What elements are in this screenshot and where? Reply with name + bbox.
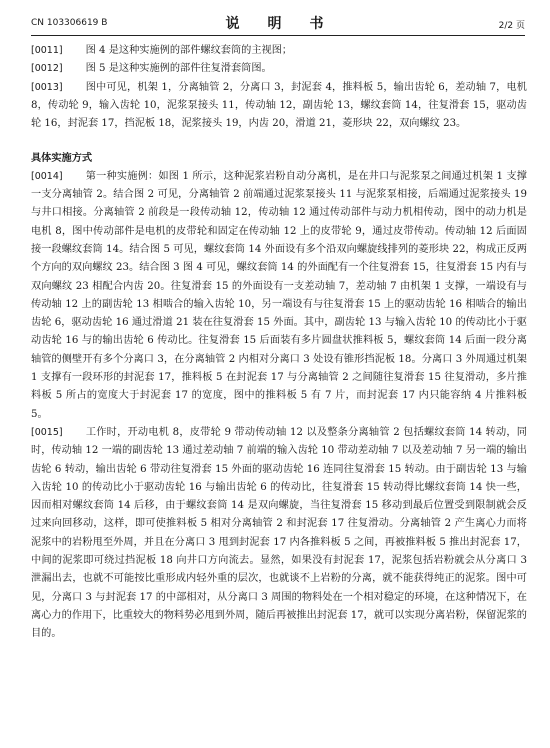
paragraph-number: [0013] [31,81,63,93]
paragraph-text: 第一种实施例：如图 1 所示，这种泥浆岩粉自动分离机，是在井口与泥浆泵之间通过机架 1 支撑一支分离轴管 2。结合图 2 可见，分离轴管 2 前端通过泥浆泵接头 11 与泥浆泵相接，后端通过泥浆接头 19 与井口相接。分离轴管 2 前段是一段传动轴 12，传动轴 12 通过传动部件与动力机相传动，图中的动力机是电机 8，图中传动部件是电机的皮带轮和固定在传动轴 12 上的皮带轮 9，通过皮带传动。传动轴 12 后面固接一段螺纹套筒 14。结合图 5 可见，螺纹套筒 14 外面设有多个沿双向螺旋线排列的菱形块 22，构成正反两个方向的双向螺纹 23。结合图 3 图 4 可见，螺纹套筒 14 的外面配有一个往复滑套 15，往复滑套 15 内有与双向螺纹 23 相配合内齿 20。往复滑套 15 的外面设有一支差动轴 7，差动轴 7 由机架 1 支撑，一端设有与传动轴 12 上的副齿轮 13 相啮合的输入齿轮 10，另一端设有与往复滑套 15 上的驱动齿轮 16 相啮合的输出齿轮 6，驱动齿轮 16 通过滑道 21 装在往复滑套 15 外面。其中，副齿轮 13 与输入齿轮 10 的传动比小于驱动齿轮 16 与的输出齿轮 6 传动比。往复滑套 15 后面装有多片圆盘状推料板 5，螺纹套筒 14 后面一段分离轴管的侧壁开有多个分离口 3，在分离轴管 2 内相对分离口 3 处设有锥形挡泥板 18。分离口 3 外周通过机架 1 支撑有一段环形的封泥套 17，推料板 5 在封泥套 17 与分离轴管 2 之间随往复滑套 15 往复滑动，多片推料板 5 所占的宽度大于封泥套 17 的宽度，图中的推料板 5 有 7 片，而封泥套 17 内只能容纳 4 片推料板 5。 [31,170,527,420]
paragraph-0013 [31,79,527,134]
paragraph-0014 [31,168,527,424]
paragraph-number: [0015] [31,426,63,438]
publication-number: CN 103306619 B [31,18,108,28]
paragraph-number: [0011] [31,45,63,56]
document-body [31,42,527,644]
paragraph-text: 图 5 是这种实施例的部件往复滑套筒图。 [85,63,272,75]
paragraph-text: 图中可见，机架 1，分离轴管 2，分离口 3，封泥套 4，推料板 5，输出齿轮 6，差动轴 7，电机 8，传动轮 9，输入齿轮 10，泥浆泵接头 11，传动轴 12，副齿轮 13，螺纹套筒 14，往复滑套 15，驱动齿轮 16，封泥套 17，挡泥板 18，泥浆接头 19，内齿 20，滑道 21，菱形块 22，双向螺纹 23。 [31,81,527,130]
document-title: 说 明 书 [225,16,331,32]
paragraph-0011 [31,42,527,60]
paragraph-0015 [31,424,527,644]
paragraph-number: [0012] [31,63,63,75]
header-rule [31,35,525,36]
page-number: 2/2 页 [498,21,525,31]
paragraph-number: [0014] [31,170,63,182]
paragraph-0012 [31,60,527,78]
paragraph-text: 图 4 是这种实施例的部件螺纹套筒的主视图； [85,45,293,56]
paragraph-text: 工作时，开动电机 8，皮带轮 9 带动传动轴 12 以及整条分离轴管 2 包括螺纹套筒 14 转动，同时，传动轴 12 一端的副齿轮 13 通过差动轴 7 前端的输入齿轮 10 带动差动轴 7 以及差动轴 7 另一端的输出齿轮 6 转动，输出齿轮 6 带动往复滑套 15 外面的驱动齿轮 16 连同往复滑套 15 转动。由于副齿轮 13 与输入齿轮 10 的传动比小于驱动齿轮 16 与输出齿轮 6 的传动比，往复滑套 15 转动得比螺纹套筒 14 快一些，因而相对螺纹套筒 14 后移，由于螺纹套筒 14 是双向螺旋，当往复滑套 15 移动到最后位置受到限制就会反过来向回移动，这样，即可使推料板 5 相对分离轴管 2 和封泥套 17 往复滑动。分离轴管 2 产生离心力而将泥浆中的岩粉甩至外周，并且在分离口 3 甩到封泥套 17 内各推料板 5 之间，再被推料板 5 推出封泥套 17，中间的泥浆即可绕过挡泥板 18 向井口方向流去。显然，如果没有封泥套 17，泥浆包括岩粉就会从分离口 3 泄漏出去，也就不可能按比重形成内轻外重的层次，也就谈不上岩粉的分离，就不能获得纯正的泥浆。图中可见，分离口 3 与封泥套 17 的中部相对，从分离口 3 周围的物料处在一个相对稳定的环境，在这种情况下，在离心力的作用下，比重较大的物料势必甩到外周，随后再被推出封泥套 17，就可以实现分离岩粉，保留泥浆的目的。 [31,426,527,640]
section-heading: 具体实施方式 [31,152,93,165]
